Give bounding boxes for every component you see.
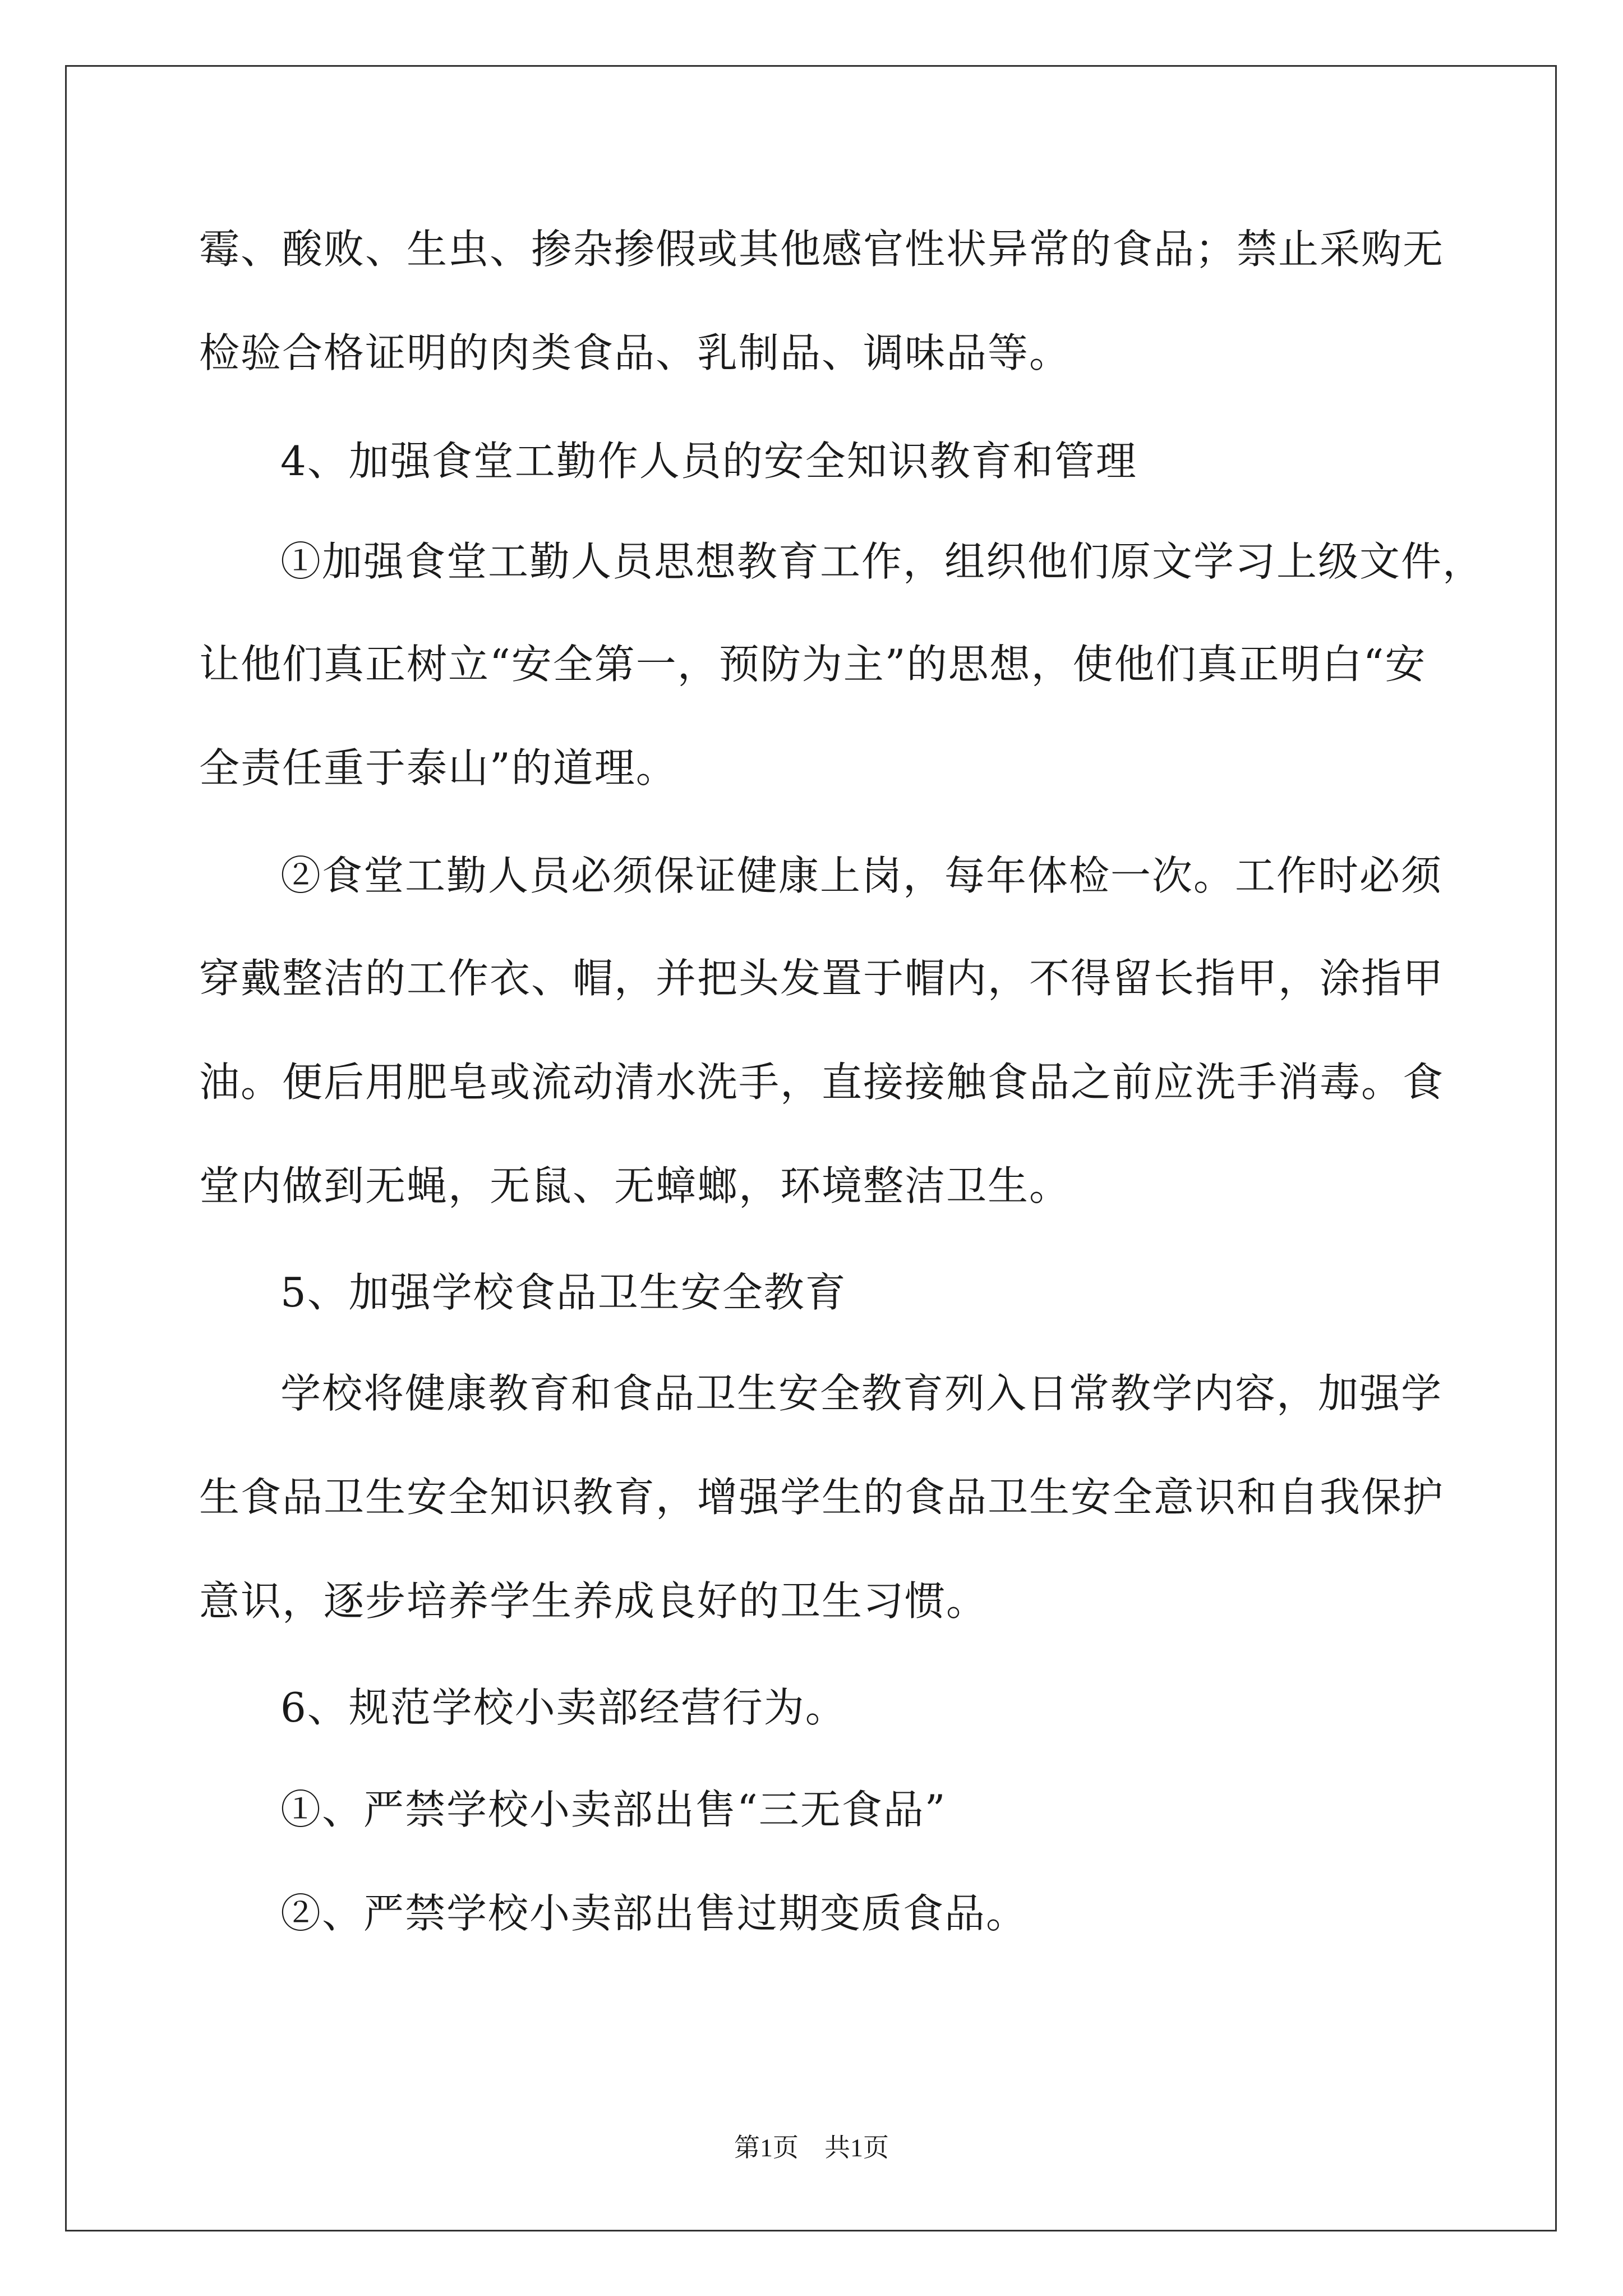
text-line-1: 霉、酸败、生虫、掺杂掺假或其他感官性状异常的食品；禁止采购无 — [199, 226, 1445, 273]
text-line-8: 穿戴整洁的工作衣、帽，并把头发置于帽内，不得留长指甲，涂指甲 — [199, 955, 1445, 1002]
text-line-6: 全责任重于泰山”的道理。 — [199, 744, 677, 792]
text-line-2: 检验合格证明的肉类食品、乳制品、调味品等。 — [199, 329, 1071, 376]
text-line-17: ②、严禁学校小卖部出售过期变质食品。 — [280, 1890, 1028, 1937]
text-line-9: 油。便后用肥皂或流动清水洗手，直接接触食品之前应洗手消毒。食 — [199, 1059, 1445, 1106]
text-line-12: 学校将健康教育和食品卫生安全教育列入日常教学内容，加强学 — [280, 1370, 1443, 1417]
text-line-4: ①加强食堂工勤人员思想教育工作，组织他们原文学习上级文件， — [280, 538, 1484, 585]
section-heading-4: 4、加强食堂工勤作人员的安全知识教育和管理 — [280, 438, 1137, 485]
text-line-10: 堂内做到无蝇，无鼠、无蟑螂，环境整洁卫生。 — [199, 1162, 1071, 1209]
section-heading-5: 5、加强学校食品卫生安全教育 — [280, 1269, 847, 1316]
text-line-7: ②食堂工勤人员必须保证健康上岗，每年体检一次。工作时必须 — [280, 852, 1443, 899]
section-heading-6: 6、规范学校小卖部经营行为。 — [280, 1684, 847, 1731]
page-footer: 第1页 共1页 — [734, 2133, 889, 2162]
text-line-16: ①、严禁学校小卖部出售“三无食品” — [280, 1786, 947, 1833]
text-line-14: 意识，逐步培养学生养成良好的卫生习惯。 — [199, 1577, 988, 1625]
text-line-5: 让他们真正树立“安全第一，预防为主”的思想，使他们真正明白“安 — [199, 641, 1427, 688]
text-line-13: 生食品卫生安全知识教育，增强学生的食品卫生安全意识和自我保护 — [199, 1474, 1445, 1521]
